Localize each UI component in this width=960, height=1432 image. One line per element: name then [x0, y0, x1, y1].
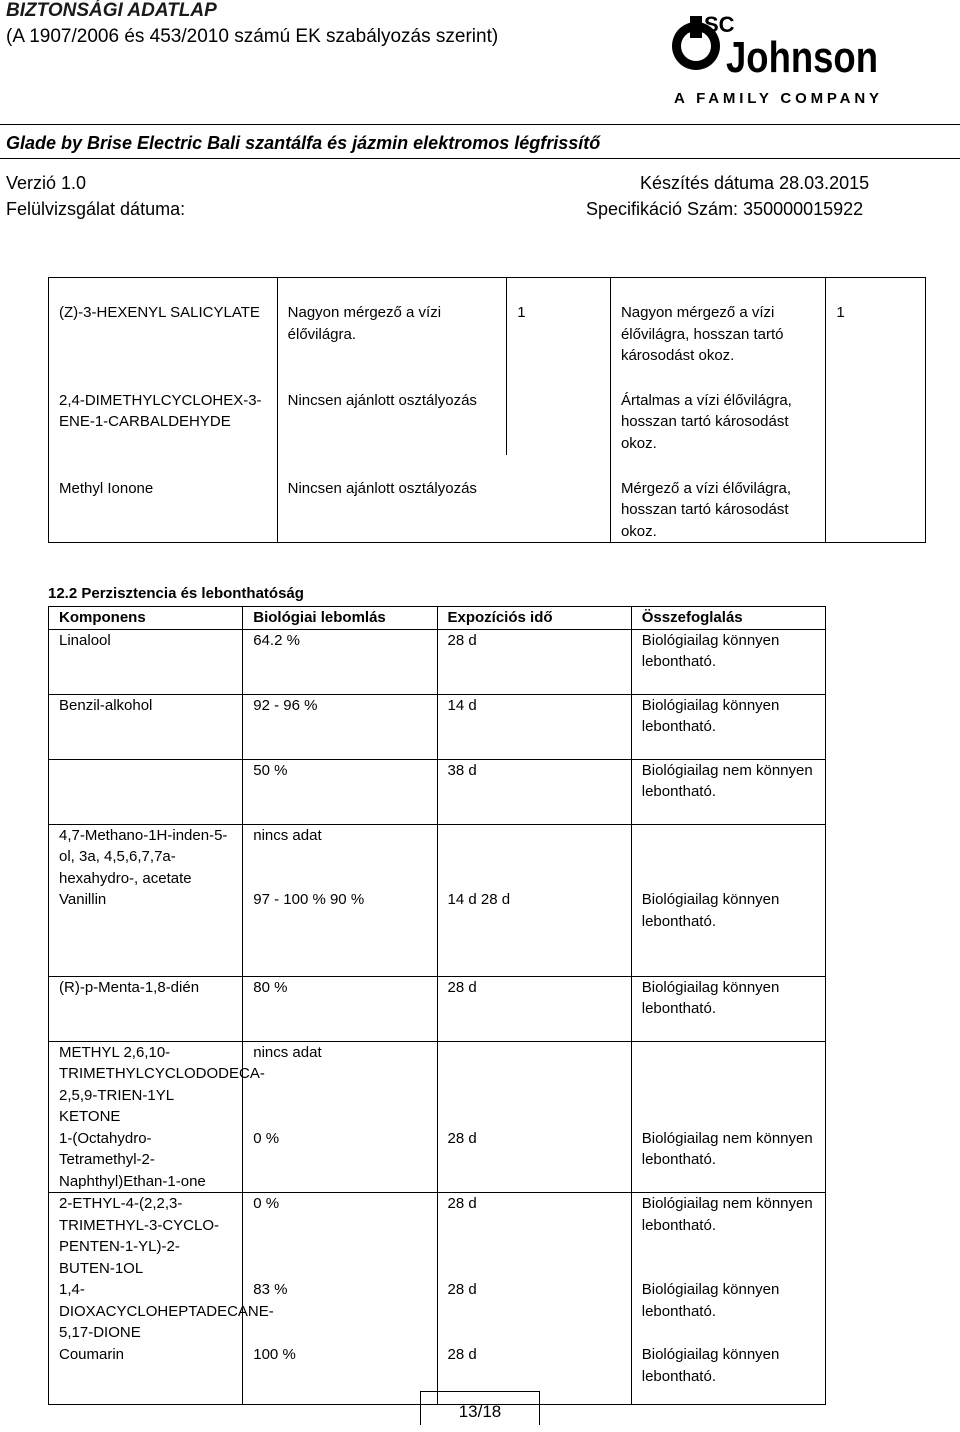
- component-cell: (R)-p-Menta-1,8-dién: [49, 976, 243, 1041]
- time-cell: 14 d: [437, 694, 631, 759]
- header-component: Komponens: [49, 607, 243, 630]
- component-cell: Linalool: [49, 629, 243, 694]
- m-factor-cell: [507, 367, 611, 455]
- table-row: [49, 976, 826, 1041]
- degradation-cell: 50 %: [243, 759, 437, 824]
- time-cell: 28 d: [437, 629, 631, 694]
- classification-cell: Nagyon mérgező a vízi élővilágra.: [277, 278, 507, 367]
- degradation-cell: 97 - 100 % 90 %: [243, 889, 437, 976]
- table-row: [49, 694, 826, 759]
- long-term-cell: Mérgező a vízi élővilágra, hosszan tartó károsodást okoz.: [610, 455, 825, 543]
- m-factor-2-cell: [826, 455, 926, 543]
- ecotoxicity-table: [48, 277, 926, 543]
- component-cell: Benzil-alkohol: [49, 694, 243, 759]
- table-row: [49, 759, 826, 824]
- component-cell: 2-ETHYL-4-(2,2,3-TRIMETHYL-3-CYCLO-PENTEN-1-YL)-2-BUTEN-1OL: [49, 1193, 243, 1280]
- summary-cell: Biológiailag könnyen lebontható.: [631, 976, 825, 1041]
- table-row: [49, 367, 926, 455]
- classification-cell: Nincsen ajánlott osztályozás: [277, 367, 507, 455]
- component-cell: Vanillin: [49, 889, 243, 976]
- header-degradation: Biológiai lebomlás: [243, 607, 437, 630]
- summary-cell: Biológiailag könnyen lebontható.: [631, 629, 825, 694]
- component-cell: 1,4-DIOXACYCLOHEPTADECANE-5,17-DIONE: [49, 1279, 243, 1344]
- table-row: [49, 278, 926, 367]
- degradation-cell: 100 %: [243, 1344, 437, 1404]
- m-factor-2-cell: 1: [826, 278, 926, 367]
- summary-cell: Biológiailag könnyen lebontható.: [631, 1279, 825, 1344]
- document-title: BIZTONSÁGI ADATLAP: [6, 0, 217, 21]
- regulation-subtitle: (A 1907/2006 és 453/2010 számú EK szabályozás szerint): [6, 26, 499, 47]
- header-summary: Összefoglalás: [631, 607, 825, 630]
- summary-cell: Biológiailag nem könnyen lebontható.: [631, 759, 825, 824]
- component-cell: (Z)-3-HEXENYL SALICYLATE: [49, 278, 278, 367]
- summary-cell: Biológiailag könnyen lebontható.: [631, 889, 825, 976]
- table-row: [49, 1041, 826, 1128]
- table-row: [49, 1193, 826, 1280]
- svg-text:SC: SC: [704, 12, 735, 37]
- summary-cell: Biológiailag nem könnyen lebontható.: [631, 1193, 825, 1280]
- svg-text:Johnson: Johnson: [726, 33, 878, 82]
- table-row: [49, 629, 826, 694]
- component-cell: 4,7-Methano-1H-inden-5-ol, 3a, 4,5,6,7,7a-hexahydro-, acetate: [49, 824, 243, 889]
- component-cell: 1-(Octahydro-Tetramethyl-2-Naphthyl)Ethan-1-one: [49, 1128, 243, 1193]
- summary-cell: Biológiailag könnyen lebontható.: [631, 1344, 825, 1404]
- time-cell: 28 d: [437, 1279, 631, 1344]
- version-label: Verzió 1.0: [6, 173, 87, 193]
- time-cell: 28 d: [437, 1344, 631, 1404]
- review-date-label: Felülvizsgálat dátuma:: [6, 199, 186, 219]
- logo-tagline: A FAMILY COMPANY: [674, 90, 879, 107]
- long-term-cell: Nagyon mérgező a vízi élővilágra, hosszan tartó károsodást okoz.: [610, 278, 825, 367]
- product-name: Glade by Brise Electric Bali szantálfa és jázmin elektromos légfrissítő: [6, 133, 601, 153]
- table-row: [49, 1279, 826, 1344]
- degradation-cell: 92 - 96 %: [243, 694, 437, 759]
- degradation-cell: 64.2 %: [243, 629, 437, 694]
- degradation-cell: 80 %: [243, 976, 437, 1041]
- degradation-cell: 83 %: [243, 1279, 437, 1344]
- classification-cell: Nincsen ajánlott osztályozás: [277, 455, 610, 543]
- time-cell: [437, 824, 631, 889]
- degradation-cell: 0 %: [243, 1128, 437, 1193]
- m-factor-cell: 1: [507, 278, 611, 367]
- degradation-cell: 0 %: [243, 1193, 437, 1280]
- time-cell: 28 d: [437, 1128, 631, 1193]
- sc-johnson-logo: [668, 6, 883, 111]
- table-header-row: [49, 607, 826, 630]
- component-cell: 2,4-DIMETHYLCYCLOHEX-3-ENE-1-CARBALDEHYDE: [49, 367, 278, 455]
- table-row: [49, 1128, 826, 1193]
- component-cell: Methyl Ionone: [49, 455, 278, 543]
- page-number: 13/18: [420, 1391, 540, 1425]
- summary-cell: [631, 824, 825, 889]
- component-cell: Coumarin: [49, 1344, 243, 1404]
- time-cell: 38 d: [437, 759, 631, 824]
- table-row: [49, 824, 826, 889]
- table-row: [49, 455, 926, 543]
- created-date: Készítés dátuma 28.03.2015: [640, 173, 870, 193]
- m-factor-2-cell: [826, 367, 926, 455]
- section-title: 12.2 Perzisztencia és lebonthatóság: [48, 585, 304, 602]
- summary-cell: Biológiailag nem könnyen lebontható.: [631, 1128, 825, 1193]
- component-cell: [49, 759, 243, 824]
- summary-cell: Biológiailag könnyen lebontható.: [631, 694, 825, 759]
- time-cell: 28 d: [437, 976, 631, 1041]
- degradation-cell: nincs adat: [243, 824, 437, 889]
- degradation-cell: nincs adat: [243, 1041, 437, 1128]
- product-divider: [0, 158, 960, 159]
- table-row: [49, 889, 826, 976]
- time-cell: [437, 1041, 631, 1128]
- persistence-table: [48, 606, 826, 1405]
- header-divider: [0, 124, 960, 125]
- component-cell: METHYL 2,6,10-TRIMETHYLCYCLODODECA-2,5,9-TRIEN-1YL KETONE: [49, 1041, 243, 1128]
- time-cell: 28 d: [437, 1193, 631, 1280]
- header-exposure-time: Expozíciós idő: [437, 607, 631, 630]
- summary-cell: [631, 1041, 825, 1128]
- long-term-cell: Ártalmas a vízi élővilágra, hosszan tartó károsodást okoz.: [610, 367, 825, 455]
- spec-number: Specifikáció Szám: 350000015922: [586, 199, 864, 219]
- time-cell: 14 d 28 d: [437, 889, 631, 976]
